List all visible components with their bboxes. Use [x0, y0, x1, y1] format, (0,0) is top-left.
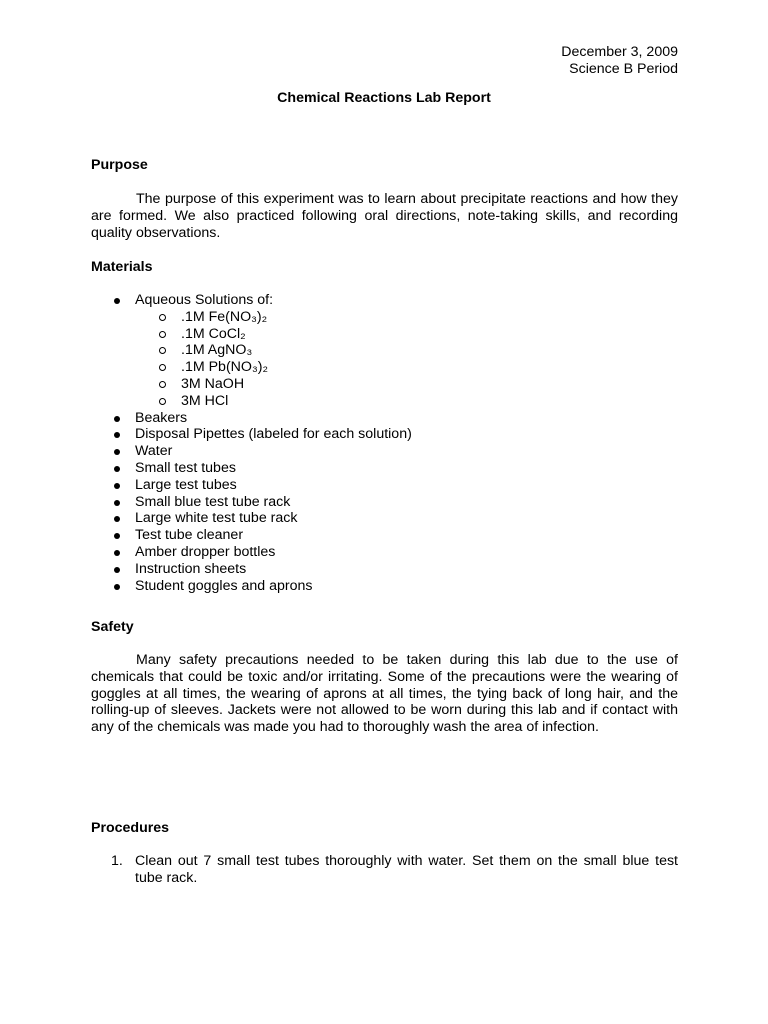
- purpose-text: The purpose of this experiment was to learn about precipitate reactions and how they are formed. We also practiced following oral directions, note-taking skills, and recording quality observations.: [91, 191, 678, 241]
- hollow-bullet-icon: [159, 314, 166, 321]
- bullet-icon: [114, 449, 120, 455]
- safety-heading: Safety: [91, 619, 134, 635]
- hollow-bullet-icon: [159, 364, 166, 371]
- purpose-paragraph: [91, 191, 678, 241]
- document-header: [561, 44, 678, 77]
- solution-item: .1M AgNO₃: [181, 342, 253, 359]
- bullet-icon: [114, 298, 120, 304]
- bullet-icon: [114, 432, 120, 438]
- materials-item: Student goggles and aprons: [135, 577, 313, 594]
- materials-item: Large white test tube rack: [135, 510, 298, 527]
- class-period: Science B Period: [569, 60, 678, 77]
- materials-item: Large test tubes: [135, 476, 237, 493]
- solution-item: 3M NaOH: [181, 376, 245, 392]
- bullet-icon: [114, 533, 120, 539]
- bullet-icon: [114, 416, 120, 422]
- solution-item: .1M Fe(NO₃)₂: [181, 308, 268, 325]
- materials-item: Beakers: [135, 409, 188, 426]
- bullet-icon: [114, 500, 120, 506]
- safety-paragraph: [91, 652, 678, 736]
- materials-item: Instruction sheets: [135, 560, 247, 577]
- materials-item: Disposal Pipettes (labeled for each solution): [135, 426, 412, 443]
- document-title: Chemical Reactions Lab Report: [277, 90, 491, 106]
- materials-item: Small test tubes: [135, 460, 236, 476]
- step-number: 1.: [111, 853, 123, 869]
- bullet-icon: [114, 567, 120, 573]
- procedures-heading: Procedures: [91, 820, 170, 836]
- bullet-icon: [114, 584, 120, 590]
- hollow-bullet-icon: [159, 347, 166, 354]
- materials-item: Amber dropper bottles: [135, 544, 276, 560]
- bullet-icon: [114, 483, 120, 489]
- materials-item: Test tube cleaner: [135, 527, 244, 544]
- safety-text: Many safety precautions needed to be taken during this lab due to the use of chemicals that could be toxic and/or irritating. Some of the precautions were the wearing of goggles at all times, the wearing of aprons at all times, the tying back of long hair, and the rolling-up of sleeves. Jackets were not allowed to be worn during this lab and if contact with any of the chemicals was made you had to thoroughly wash the area of infection.: [91, 652, 678, 736]
- report-date: December 3, 2009: [561, 44, 678, 60]
- procedure-step: Clean out 7 small test tubes thoroughly with water. Set them on the small blue test tube rack.: [135, 853, 678, 886]
- materials-item: Water: [135, 443, 173, 460]
- materials-item: Small blue test tube rack: [135, 493, 291, 510]
- materials-heading: Materials: [91, 259, 153, 275]
- materials-item-aqueous: Aqueous Solutions of:: [135, 292, 274, 308]
- hollow-bullet-icon: [159, 331, 166, 338]
- bullet-icon: [114, 466, 120, 472]
- solution-item: 3M HCl: [181, 392, 229, 409]
- bullet-icon: [114, 516, 120, 522]
- hollow-bullet-icon: [159, 381, 166, 388]
- purpose-heading: Purpose: [91, 157, 148, 173]
- bullet-icon: [114, 550, 120, 556]
- solution-item: .1M Pb(NO₃)₂: [181, 359, 268, 376]
- hollow-bullet-icon: [159, 398, 166, 405]
- solution-item: .1M CoCl₂: [181, 325, 246, 342]
